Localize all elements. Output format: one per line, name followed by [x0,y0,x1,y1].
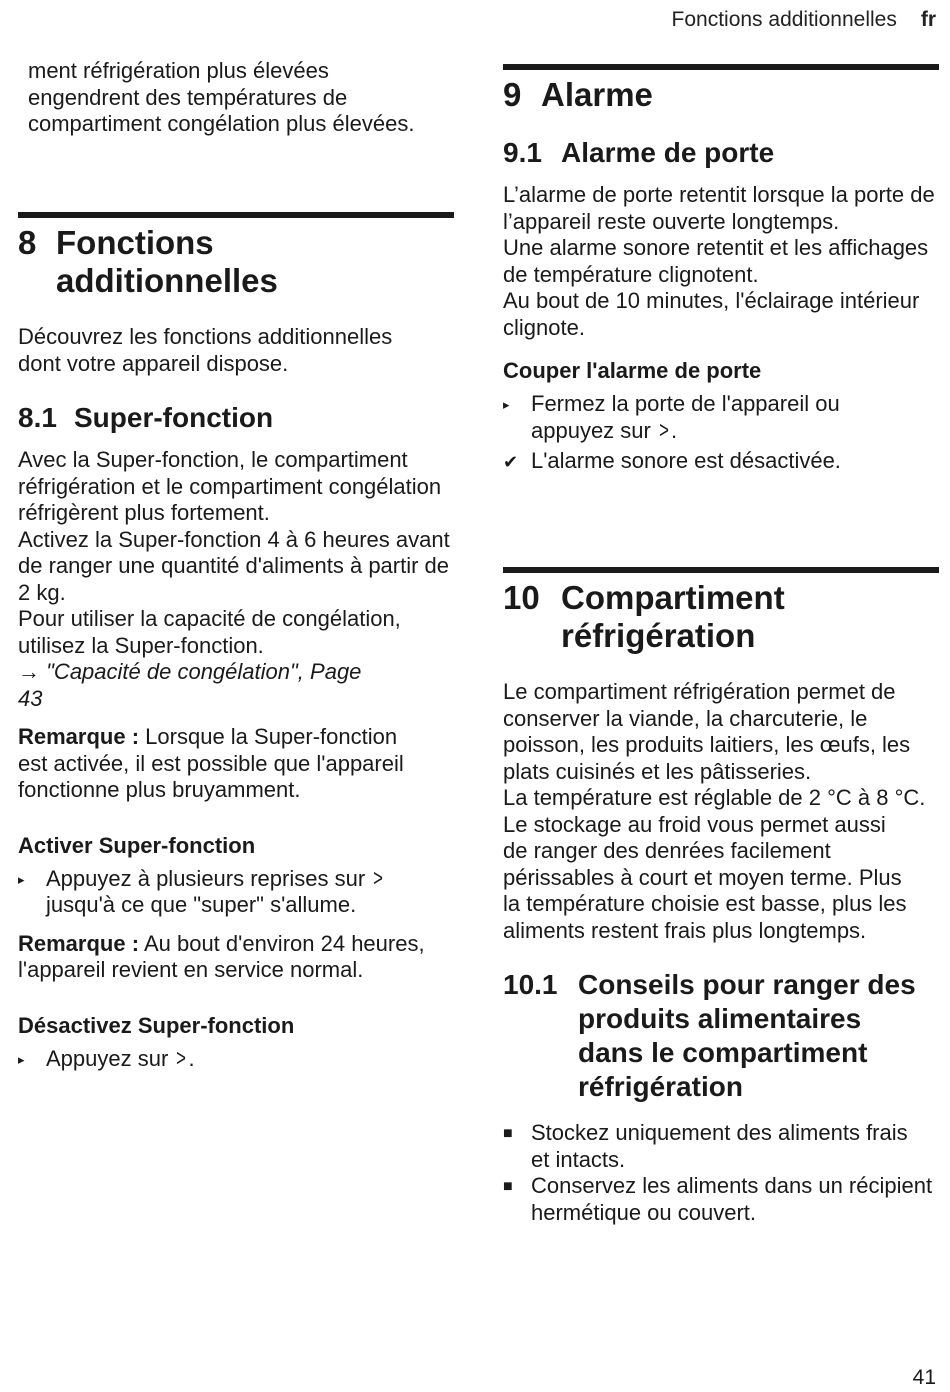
subsection-9-1-heading [503,136,939,170]
section-9 [503,64,939,476]
subsection-title: Conseils pour ranger des produits alimentaires dans le compartiment réfrigération [578,969,916,1102]
section-rule [503,64,939,70]
section-rule [18,212,454,218]
square-bullet-icon: ■ [503,1178,513,1195]
section-intro: Découvrez les fonctions additionnelles dont votre appareil dispose. [18,324,393,376]
triangle-bullet-icon: ▸ [18,871,25,887]
note-text: Au bout d'environ 24 heures, l'appareil revient en service normal. [18,930,425,982]
note-1 [18,724,430,804]
section-10-heading [503,579,939,655]
section-number: 9 [503,76,522,113]
paragraph: Le stockage au froid vous permet aussi de ranger des denrées facilement périssables à court et moyen terme. Plus la température choisie est basse, plus les aliments restent frais plus longtemps. [503,811,907,943]
activate-step [18,866,454,919]
continuation-text: ment réfrigération plus élevées engendrent des températures de compartiment congélation plus élevées. [28,58,415,136]
stop-alarm-heading: Couper l'alarme de porte [503,358,762,383]
note-label: Remarque : [18,724,140,749]
section-9-heading [503,76,939,114]
tips-list [503,1120,939,1226]
chevron-right-icon: > [373,864,384,892]
header-title: Fonctions additionnelles [671,8,897,31]
subsection-title: Super-fonction [74,402,274,433]
note-text: Lorsque la Super-fonction est activée, il est possible que l'appareil fonctionne plus bruyamment. [18,724,404,802]
subsection-number: 9.1 [503,137,542,168]
reference-link[interactable]: "Capacité de congélation", Page 43 [18,659,362,711]
step-text-end: . [188,1045,195,1071]
paragraph: Avec la Super-fonction, le compartiment réfrigération et le compartiment congélation réfrigèrent plus fortement. [18,447,442,525]
section-number: 10 [503,579,540,616]
section-rule [503,567,939,573]
note-2 [18,931,433,984]
stop-alarm-result [503,448,939,476]
list-item-text: Stockez uniquement des aliments frais et intacts. [531,1120,908,1172]
section-title: Compartiment réfrigération [561,579,785,654]
check-icon: ✔ [503,452,519,472]
subsection-10-1-heading [503,968,939,1104]
page-number: 41 [912,1366,936,1389]
triangle-bullet-icon: ▸ [503,397,510,412]
fridge-description [503,679,937,944]
paragraph: Au bout de 10 minutes, l'éclairage intérieur clignote. [503,288,920,340]
paragraph: Activez la Super-fonction 4 à 6 heures avant de ranger une quantité d'aliments à partir de 2 kg. [18,526,450,605]
step-text: Appuyez sur [46,1045,169,1071]
paragraph: La température est réglable de 2 °C à 8 °C. [503,785,926,810]
subsection-title: Alarme de porte [561,137,775,168]
running-header [672,8,936,32]
subsection-number: 8.1 [18,402,57,433]
subsection-number: 10.1 [503,969,558,1000]
list-item [503,1120,939,1173]
paragraph: L’alarme de porte retentit lorsque la porte de l’appareil reste ouverte longtemps. [503,182,935,234]
deactivate-step [18,1046,454,1074]
step-text-end: . [671,417,678,443]
section-8-heading [18,224,454,300]
subsection-8-1-heading [18,401,454,435]
square-bullet-icon: ■ [503,1125,513,1142]
cross-reference[interactable] [18,659,368,712]
triangle-bullet-icon: ▸ [18,1051,25,1067]
paragraph: Pour utiliser la capacité de congélation, utilisez la Super-fonction. [18,606,401,658]
activate-heading: Activer Super-fonction [18,832,256,858]
section-number: 8 [18,224,37,261]
list-item-text: Conservez les aliments dans un récipient hermétique ou couvert. [531,1173,933,1225]
section-10 [503,567,939,1226]
deactivate-heading: Désactivez Super-fonction [18,1012,295,1038]
step-text: Appuyez à plusieurs reprises sur [46,865,366,891]
paragraph: Une alarme sonore retentit et les affichages de température clignotent. [503,235,929,287]
result-text: L'alarme sonore est désactivée. [531,448,841,473]
door-alarm-description [503,182,939,341]
language-code: fr [920,8,936,31]
stop-alarm-step [503,391,939,444]
super-function-description [18,447,450,712]
step-text-end: jusqu'à ce que "super" s'allume. [46,892,357,917]
section-title: Fonctions additionnelles [56,224,278,299]
chevron-right-icon: > [659,416,669,444]
arrow-right-icon: → [18,659,40,684]
chevron-right-icon: > [176,1044,187,1072]
step-text: Fermez la porte de l'appareil ou appuyez sur [531,391,840,443]
list-item [503,1173,939,1226]
paragraph: Le compartiment réfrigération permet de conserver la viande, la charcuterie, le poisson, les produits laitiers, les œufs, les plats cuisinés et les pâtisseries. [503,679,911,784]
section-title: Alarme [541,76,653,113]
section-8 [18,212,454,1073]
continuation-paragraph [28,58,438,138]
note-label: Remarque : [18,930,140,956]
